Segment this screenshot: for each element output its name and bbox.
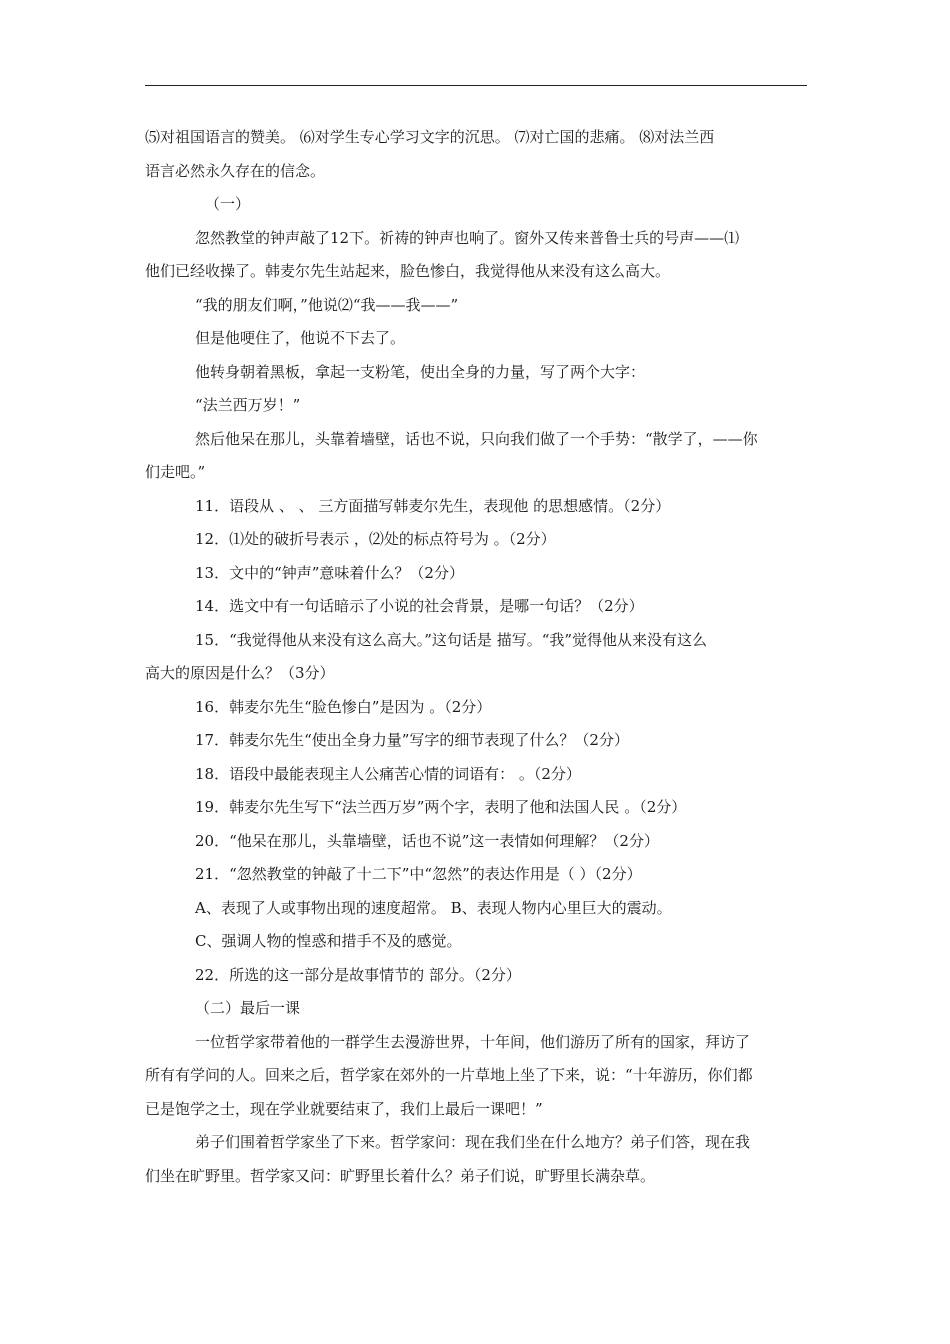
question-item: 20．“他呆在那儿，头靠墙壁，话也不说”这一表情如何理解？（2分） — [195, 831, 659, 850]
text-line: 们走吧。” — [145, 463, 206, 481]
text-line: 忽然教堂的钟声敲了12下。祈祷的钟声也响了。窗外又传来普鲁士兵的号声——⑴ — [195, 228, 740, 247]
text-line: “法兰西万岁！” — [195, 396, 301, 414]
question-item: 17．韩麦尔先生“使出全身力量”写字的细节表现了什么？（2分） — [195, 731, 629, 749]
question-item: 13．文中的“钟声”意味着什么？（2分） — [195, 563, 464, 582]
text-line: 语言必然永久存在的信念。 — [145, 161, 326, 180]
text-line: 然后他呆在那儿，头靠着墙壁，话也不说，只向我们做了一个手势：“散学了，——你 — [195, 429, 758, 448]
text-line: 一位哲学家带着他的一群学生去漫游世界，十年间，他们游历了所有的国家，拜访了 — [195, 1032, 751, 1051]
question-item: 15．“我觉得他从来没有这么高大。”这句话是 描写。“我”觉得他从来没有这么 — [195, 630, 708, 649]
question-item: 16．韩麦尔先生“脸色惨白”是因为 。（2分） — [195, 697, 492, 716]
question-item: 11．语段从 、 、 三方面描写韩麦尔先生，表现他 的思想感情。（2分） — [195, 496, 671, 515]
text-line: 弟子们围着哲学家坐了下来。哲学家问：现在我们坐在什么地方？弟子们答，现在我 — [195, 1133, 751, 1151]
question-item: 22．所选的这一部分是故事情节的 部分。（2分） — [195, 965, 521, 984]
text-line: 但是他哽住了，他说不下去了。 — [195, 329, 406, 347]
text-line: 他们已经收操了。韩麦尔先生站起来，脸色惨白，我觉得他从来没有这么高大。 — [145, 262, 671, 280]
text-line: 已是饱学之士，现在学业就要结束了，我们上最后一课吧！” — [145, 1099, 543, 1118]
question-item: 12．⑴处的破折号表示 ，⑵处的标点符号为 。（2分） — [195, 530, 556, 548]
document-body — [145, 121, 807, 1193]
section-heading: （一） — [205, 195, 251, 213]
question-item: 21．“忽然教堂的钟敲了十二下”中“忽然”的表达作用是（ ）（2分） — [195, 865, 642, 883]
text-line: 所有有学问的人。回来之后，哲学家在郊外的一片草地上坐了下来，说：“十年游历，你们都 — [145, 1066, 753, 1084]
text-line: 高大的原因是什么？（3分） — [145, 664, 335, 682]
header-rule — [145, 85, 807, 86]
section-heading: （二）最后一课 — [195, 999, 301, 1017]
text-line: 他转身朝着黑板，拿起一支粉笔，使出全身的力量，写了两个大字： — [195, 362, 646, 381]
answer-option: C、强调人物的惶惑和措手不及的感觉。 — [195, 932, 462, 950]
question-item: 14．选文中有一句话暗示了小说的社会背景，是哪一句话？（2分） — [195, 597, 644, 615]
question-item: 18．语段中最能表现主人公痛苦心情的词语有： 。（2分） — [195, 764, 581, 783]
text-line: ⑸对祖国语言的赞美。 ⑹对学生专心学习文字的沉思。 ⑺对亡国的悲痛。 ⑻对法兰西 — [145, 128, 715, 146]
answer-option: A、表现了人或事物出现的速度超常。 B、表现人物内心里巨大的震动。 — [195, 898, 672, 917]
question-item: 19．韩麦尔先生写下“法兰西万岁”两个字，表明了他和法国人民 。（2分） — [195, 798, 687, 816]
text-line: “我的朋友们啊，”他说⑵“我——我——” — [195, 295, 459, 314]
text-line: 们坐在旷野里。哲学家又问：旷野里长着什么？弟子们说，旷野里长满杂草。 — [145, 1166, 656, 1185]
